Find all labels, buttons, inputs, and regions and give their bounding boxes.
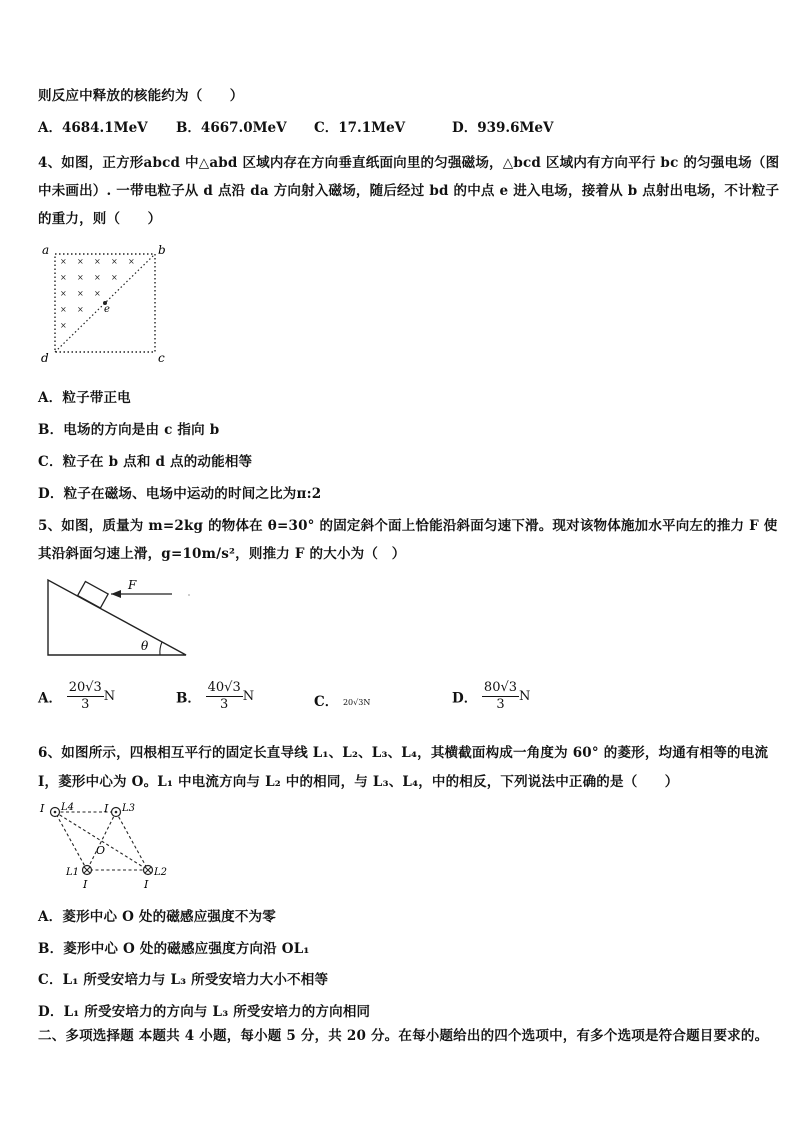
field-cross-mark: ×	[60, 305, 67, 314]
label-l3: L3	[122, 803, 136, 814]
field-cross-mark: ×	[94, 257, 101, 266]
q3-option-b: 4667.0MeV	[200, 120, 287, 136]
label-a: a	[42, 243, 50, 257]
q3-option-b-letter: B．	[176, 120, 201, 136]
q4-option-c: C．粒子在 b 点和 d 点的动能相等	[38, 454, 253, 470]
label-i-l4: I	[40, 802, 45, 815]
q4-figure-square	[38, 240, 178, 370]
q3-stem-tail: 则反应中释放的核能约为（ ）	[38, 88, 244, 104]
field-cross-mark: ×	[77, 257, 84, 266]
label-d: d	[41, 351, 49, 365]
label-i-l2: I	[144, 878, 149, 890]
label-i-l1: I	[83, 878, 88, 890]
field-cross-mark: ×	[60, 321, 67, 330]
q4-option-a: A．粒子带正电	[38, 390, 131, 406]
field-cross-mark: ×	[128, 257, 135, 266]
q5-option-b-letter: B．	[176, 690, 201, 707]
label-o: O	[96, 844, 106, 857]
q6-stem-line2: I，菱形中心为 O。L₁ 中电流方向与 L₂ 中的相同，与 L₃、L₄，中的相反，下列说法中正确的是（ ）	[38, 774, 679, 790]
q3-option-d: 939.6MeV	[477, 120, 554, 136]
q5-option-d-letter: D．	[452, 690, 478, 707]
q3-option-c-letter: C．	[314, 120, 339, 136]
q3-options	[38, 116, 758, 134]
q5-option-a-letter: A．	[38, 690, 62, 707]
section2-heading: 二、多项选择题 本题共 4 小题，每小题 5 分，共 20 分。在每小题给出的四个选项中，有多个选项是符合题目要求的。	[38, 1028, 769, 1044]
label-e: e	[104, 304, 110, 315]
field-cross-mark: ×	[77, 273, 84, 282]
label-l4: L4	[61, 802, 75, 813]
q5-option-c-letter: C．	[314, 694, 339, 710]
q5-stem-line1: 5、如图，质量为 m=2kg 的物体在 θ=30° 的固定斜个面上恰能沿斜面匀速下滑。现对该物体施加水平向左的推力 F 使	[38, 518, 778, 534]
field-cross-mark: ×	[111, 257, 118, 266]
field-cross-mark: ×	[111, 273, 118, 282]
field-cross-mark: ×	[94, 273, 101, 282]
field-cross-mark: ×	[94, 289, 101, 298]
q6-figure-rhombus	[38, 798, 198, 890]
q5-option-b-fraction: $\frac{40√3}{3}$	[207, 680, 241, 712]
q5-option-d-unit: N	[519, 689, 531, 704]
q5-option-a-fraction: $\frac{20√3}{3}$	[68, 680, 102, 712]
q3-option-c: 17.1MeV	[338, 120, 406, 136]
label-b: b	[158, 243, 166, 257]
label-l2: L2	[154, 867, 168, 878]
q4-stem-line3: 的重力，则（ ）	[38, 211, 162, 227]
q6-option-b: B．菱形中心 O 处的磁感应强度方向沿 OL₁	[38, 941, 310, 957]
q4-stem-line2: 中未画出）. 一带电粒子从 d 点沿 da 方向射入磁场，随后经过 bd 的中点 e 进入电场，接着从 b 点射出电场，不计粒子	[38, 183, 780, 199]
q4-option-d: D．粒子在磁场、电场中运动的时间之比为π:2	[38, 486, 322, 502]
field-cross-mark: ×	[77, 305, 84, 314]
field-cross-mark: ×	[77, 289, 84, 298]
q5-stem-line2: 其沿斜面匀速上滑，g=10m/s²，则推力 F 的大小为（ ）	[38, 546, 406, 562]
label-l1: L1	[66, 867, 80, 878]
label-i-l3: I	[104, 802, 109, 815]
q5-option-d-fraction: $\frac{80√3}{3}$	[483, 680, 518, 712]
q5-option-a-unit: N	[103, 689, 116, 704]
field-cross-mark: ×	[60, 257, 67, 266]
q4-stem-line1: 4、如图，正方形abcd 中△abd 区域内存在方向垂直纸面向里的匀强磁场，△bcd 区域内有方向平行 bc 的匀强电场（图	[38, 155, 780, 171]
label-f: F	[128, 578, 137, 592]
label-theta: θ	[141, 639, 149, 653]
q5-options	[38, 680, 758, 720]
q3-option-d-letter: D．	[452, 120, 478, 136]
field-cross-mark: ×	[60, 273, 67, 282]
field-cross-mark: ×	[60, 289, 67, 298]
q3-option-a-letter: A．	[38, 120, 62, 136]
q6-stem-line1: 6、如图所示，四根相互平行的固定长直导线 L₁、L₂、L₃、L₄，其横截面构成一角度为 60° 的菱形，均通有相等的电流	[38, 745, 769, 761]
q6-option-a: A．菱形中心 O 处的磁感应强度不为零	[38, 909, 276, 925]
q5-figure-incline	[38, 570, 208, 662]
q6-option-c: C．L₁ 所受安培力与 L₃ 所受安培力大小不相等	[38, 972, 329, 988]
q5-option-b-unit: N	[242, 689, 255, 704]
q4-option-b: B．电场的方向是由 c 指向 b	[38, 422, 220, 438]
q3-option-a: 4684.1MeV	[61, 120, 148, 136]
q6-option-d: D．L₁ 所受安培力的方向与 L₃ 所受安培力的方向相同	[38, 1004, 371, 1020]
label-c: c	[158, 351, 165, 365]
q5-option-c-value: 20√3N	[342, 698, 371, 707]
